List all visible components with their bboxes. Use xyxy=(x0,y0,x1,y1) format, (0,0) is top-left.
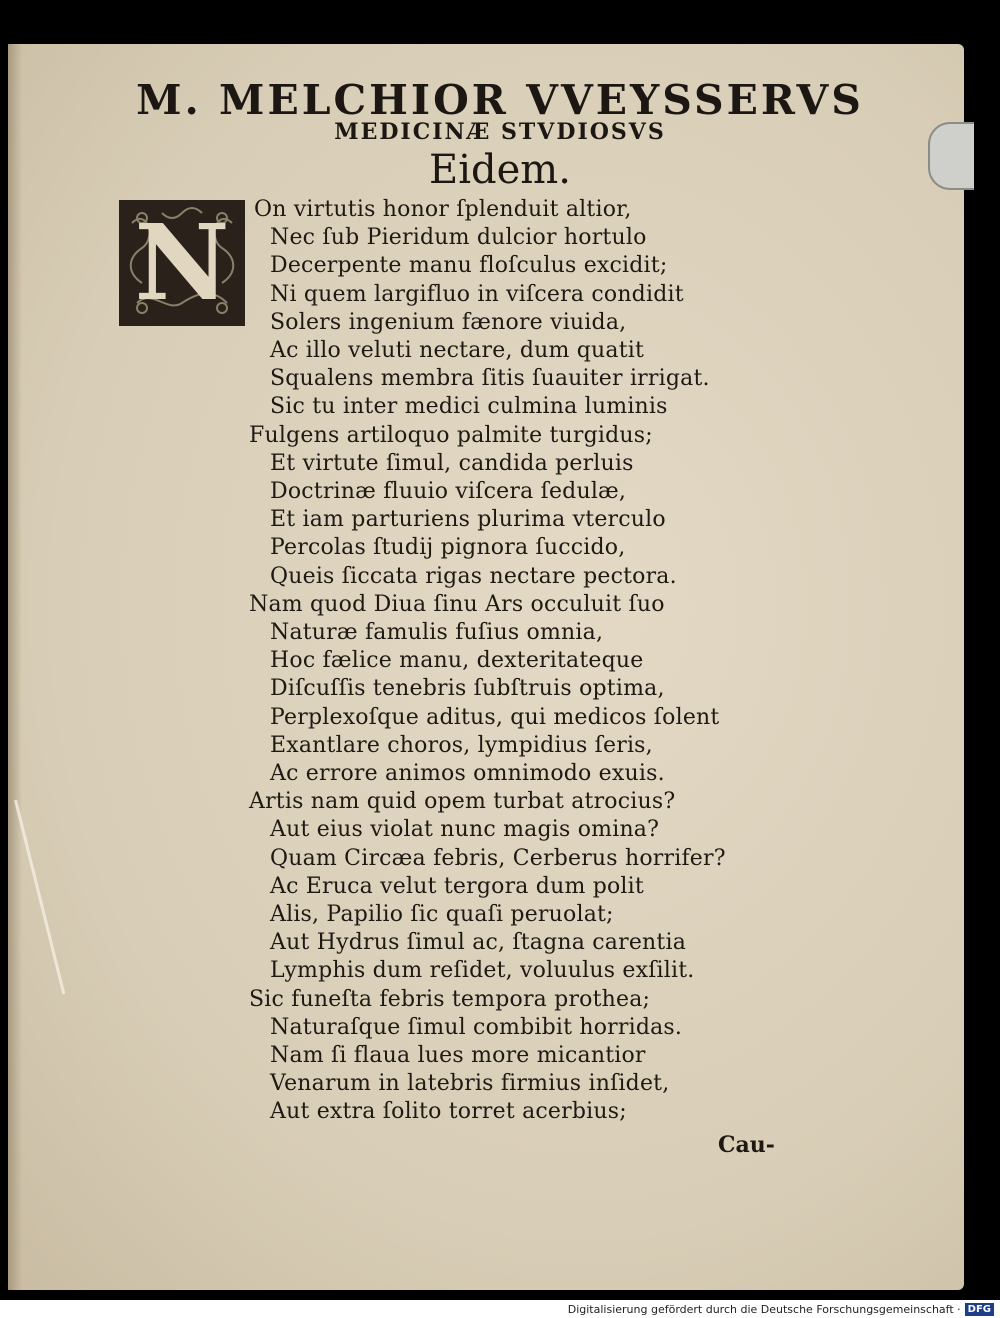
poem-line: Sic tu inter medici culmina luminis xyxy=(270,394,668,419)
poem-line: Quam Circæa febris, Cerberus horrifer? xyxy=(270,846,726,871)
poem-line: Queis ſiccata rigas nectare pectora. xyxy=(270,564,677,589)
decorated-initial xyxy=(119,200,245,326)
funding-footer xyxy=(568,1302,994,1316)
poem-line: Doctrinæ fluuio viſcera ſedulæ, xyxy=(270,479,627,504)
page-subtitle: MEDICINÆ STVDIOSVS xyxy=(334,119,666,145)
poem-line: Naturaſque ſimul combibit horridas. xyxy=(270,1015,683,1040)
poem-line: Nam quod Diua ſinu Ars occuluit ſuo xyxy=(249,592,665,617)
poem-line: Nec ſub Pieridum dulcior hortulo xyxy=(270,225,647,250)
poem-line: Hoc fælice manu, dexteritateque xyxy=(270,648,644,673)
page-title: M. MELCHIOR VVEYSSERVS xyxy=(136,76,864,124)
poem-line: Percolas ſtudij pignora ſuccido, xyxy=(270,535,626,560)
page-gutter-shadow xyxy=(8,44,22,1290)
poem-line: Alis, Papilio ſic quaſi peruolat; xyxy=(270,902,614,927)
funding-text: Digitalisierung gefördert durch die Deutsche Forschungsgemeinschaft · xyxy=(567,1302,961,1316)
poem-line: Venarum in latebris firmius inſidet, xyxy=(270,1071,670,1096)
poem-line: Fulgens artiloquo palmite turgidus; xyxy=(249,423,653,448)
poem-heading: Eidem. xyxy=(429,147,571,193)
poem-line: Ac illo veluti nectare, dum quatit xyxy=(270,338,645,363)
poem-line: Aut extra ſolito torret acerbius; xyxy=(270,1099,627,1124)
poem-line: Solers ingenium fænore viuida, xyxy=(270,310,627,335)
initial-letter: N xyxy=(134,201,230,324)
poem-line: Perplexoſque aditus, qui medicos ſolent xyxy=(270,705,720,730)
poem-line: Ac Eruca velut tergora dum polit xyxy=(270,874,644,899)
poem-line: Et virtute ſimul, candida perluis xyxy=(270,451,634,476)
poem-line: Et iam parturiens plurima vterculo xyxy=(270,507,666,532)
poem-line: Squalens membra ſitis ſuauiter irrigat. xyxy=(270,366,710,391)
poem-line: Exantlare choros, lympidius ſeris, xyxy=(270,733,653,758)
poem-line: Diſcuſſis tenebris ſubſtruis optima, xyxy=(270,676,665,701)
poem-first-line: On virtutis honor ſplenduit altior, xyxy=(254,197,632,222)
poem-line: Sic funeſta febris tempora prothea; xyxy=(249,987,651,1012)
poem-line: Ni quem largifluo in viſcera condidit xyxy=(270,282,684,307)
dfg-logo: DFG xyxy=(965,1303,994,1316)
poem-line: Nam ſi flaua lues more micantior xyxy=(270,1043,646,1068)
poem-line: Ac errore animos omnimodo exuis. xyxy=(270,761,665,786)
poem-line: Aut Hydrus ſimul ac, ſtagna carentia xyxy=(270,930,687,955)
poem-line: Naturæ famulis fuſius omnia, xyxy=(270,620,604,645)
poem-line: Lymphis dum reſidet, voluulus exſilit. xyxy=(270,958,695,983)
poem-line: Aut eius violat nunc magis omina? xyxy=(270,817,660,842)
poem-line: Artis nam quid opem turbat atrocius? xyxy=(249,789,676,814)
catchword: Cau- xyxy=(718,1132,775,1158)
poem-line: Decerpente manu floſculus excidit; xyxy=(270,253,668,278)
